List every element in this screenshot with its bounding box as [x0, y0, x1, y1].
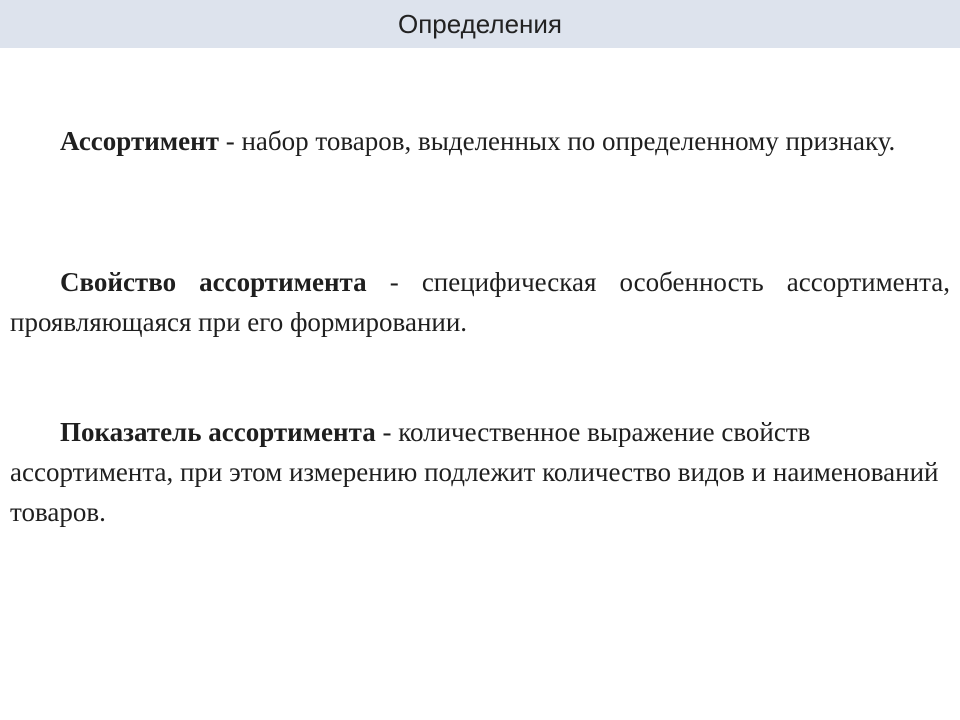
- definition-text: набор товаров, выделенных по определенному признаку.: [241, 126, 896, 156]
- definition-separator: -: [366, 267, 422, 297]
- definition-separator: -: [218, 126, 242, 156]
- definition-text: специфическая особенность ассортимента, проявляющаяся при его формировании.: [10, 267, 950, 337]
- page-title: Определения: [397, 9, 562, 39]
- title-bar: [0, 0, 960, 48]
- definition-term: Свойство ассортимента: [60, 267, 367, 297]
- definition-assortment-property: [10, 262, 950, 342]
- definition-assortment: [10, 121, 950, 161]
- definition-text: количественное выражение свойств ассортимента, при этом измерению подлежит количество видов и наименований товаров.: [10, 417, 939, 527]
- definition-separator: -: [375, 417, 399, 447]
- definition-term: Показатель ассортимента: [60, 417, 376, 447]
- definition-assortment-indicator: [10, 412, 950, 532]
- definition-term: Ассортимент: [60, 126, 219, 156]
